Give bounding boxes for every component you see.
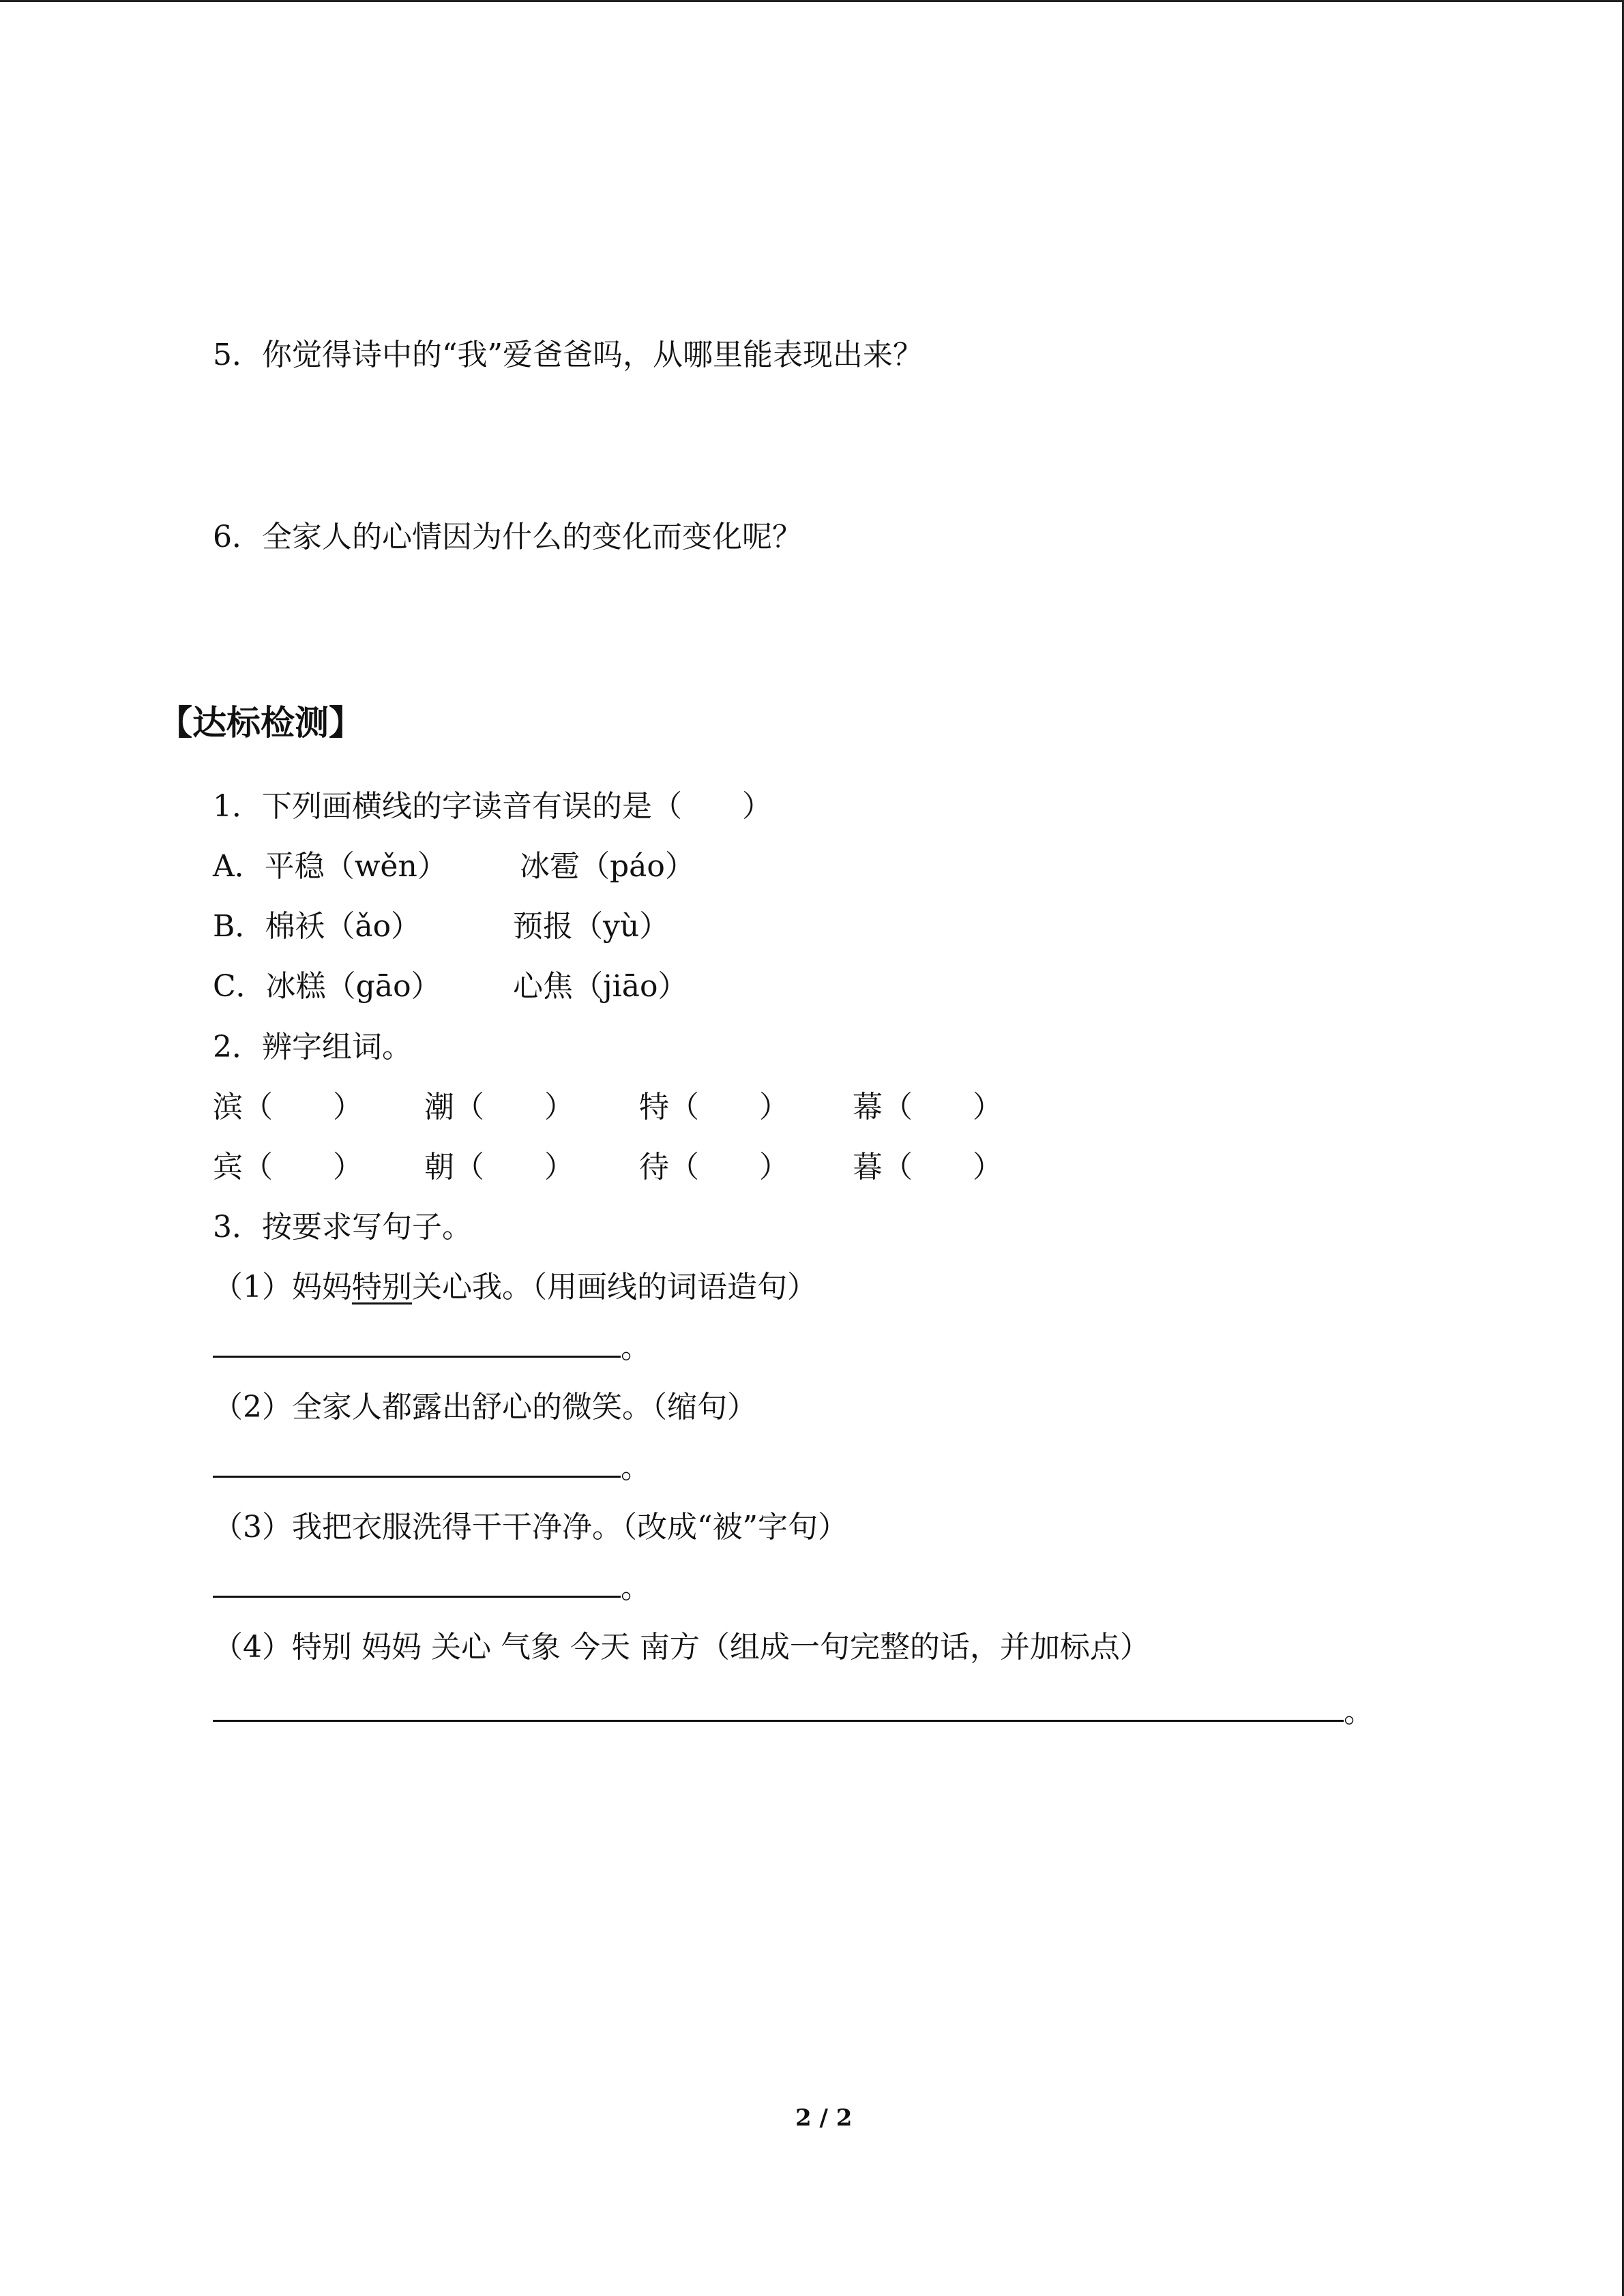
q2-row1-cell: 滨（ ）	[213, 1090, 363, 1124]
q1-option-b: B．棉袄（ǎo）	[213, 909, 422, 944]
q3-sentence-3: （3）我把衣服洗得干干净净。（改成“被”字句）	[213, 1510, 848, 1545]
q2-row1-cell: 特（ ）	[639, 1090, 789, 1124]
answer-line-2[interactable]	[213, 1448, 651, 1487]
q2-row2-cell: 暮（ ）	[853, 1150, 1003, 1184]
blank-line[interactable]	[213, 1448, 621, 1478]
q2-row2-cell: 宾（ ）	[213, 1150, 363, 1184]
period: 。	[1344, 1695, 1374, 1729]
blank-line[interactable]	[213, 1568, 621, 1598]
q1-option-c-second: 心焦（jiāo）	[513, 969, 688, 1004]
question-6: 6．全家人的心情因为什么的变化而变化呢？	[213, 520, 802, 554]
q1-option-b-second: 预报（yù）	[513, 909, 670, 944]
answer-line-1[interactable]	[213, 1328, 651, 1367]
period: 。	[621, 1570, 651, 1605]
blank-line[interactable]	[213, 1328, 621, 1358]
q2-row1-cell: 幕（ ）	[853, 1090, 1003, 1124]
q3-sentence-4: （4）特别 妈妈 关心 气象 今天 南方（组成一句完整的话，并加标点）	[213, 1630, 1150, 1665]
q2-row2-cell: 朝（ ）	[424, 1150, 574, 1184]
blank-line[interactable]	[213, 1693, 1344, 1722]
q1-stem: 1．下列画横线的字读音有误的是（ ）	[213, 789, 772, 824]
q3-s1-pre: （1）妈妈	[213, 1270, 352, 1304]
q3-s1-post: 关心我。（用画线的词语造句）	[412, 1270, 817, 1304]
q3-sentence-1	[213, 1268, 817, 1307]
q2-stem: 2．辨字组词。	[213, 1030, 412, 1064]
answer-line-4[interactable]	[213, 1693, 1374, 1731]
page-number: 2 / 2	[795, 2104, 853, 2132]
q1-option-c: C．冰糕（gāo）	[213, 969, 441, 1004]
period: 。	[621, 1450, 651, 1485]
question-5: 5．你觉得诗中的“我”爱爸爸吗，从哪里能表现出来？	[213, 338, 923, 372]
period: 。	[621, 1330, 651, 1365]
q3-stem: 3．按要求写句子。	[213, 1210, 472, 1244]
q2-row1-cell: 潮（ ）	[424, 1090, 574, 1124]
q1-option-a: A．平稳（wěn）	[213, 849, 447, 884]
q1-option-a-second: 冰雹（páo）	[520, 849, 695, 884]
q3-sentence-2: （2）全家人都露出舒心的微笑。（缩句）	[213, 1390, 757, 1425]
underlined-word: 特别	[352, 1270, 412, 1304]
q2-row2-cell: 待（ ）	[639, 1150, 789, 1184]
answer-line-3[interactable]	[213, 1568, 651, 1607]
section-title: 【达标检测】	[158, 703, 363, 743]
